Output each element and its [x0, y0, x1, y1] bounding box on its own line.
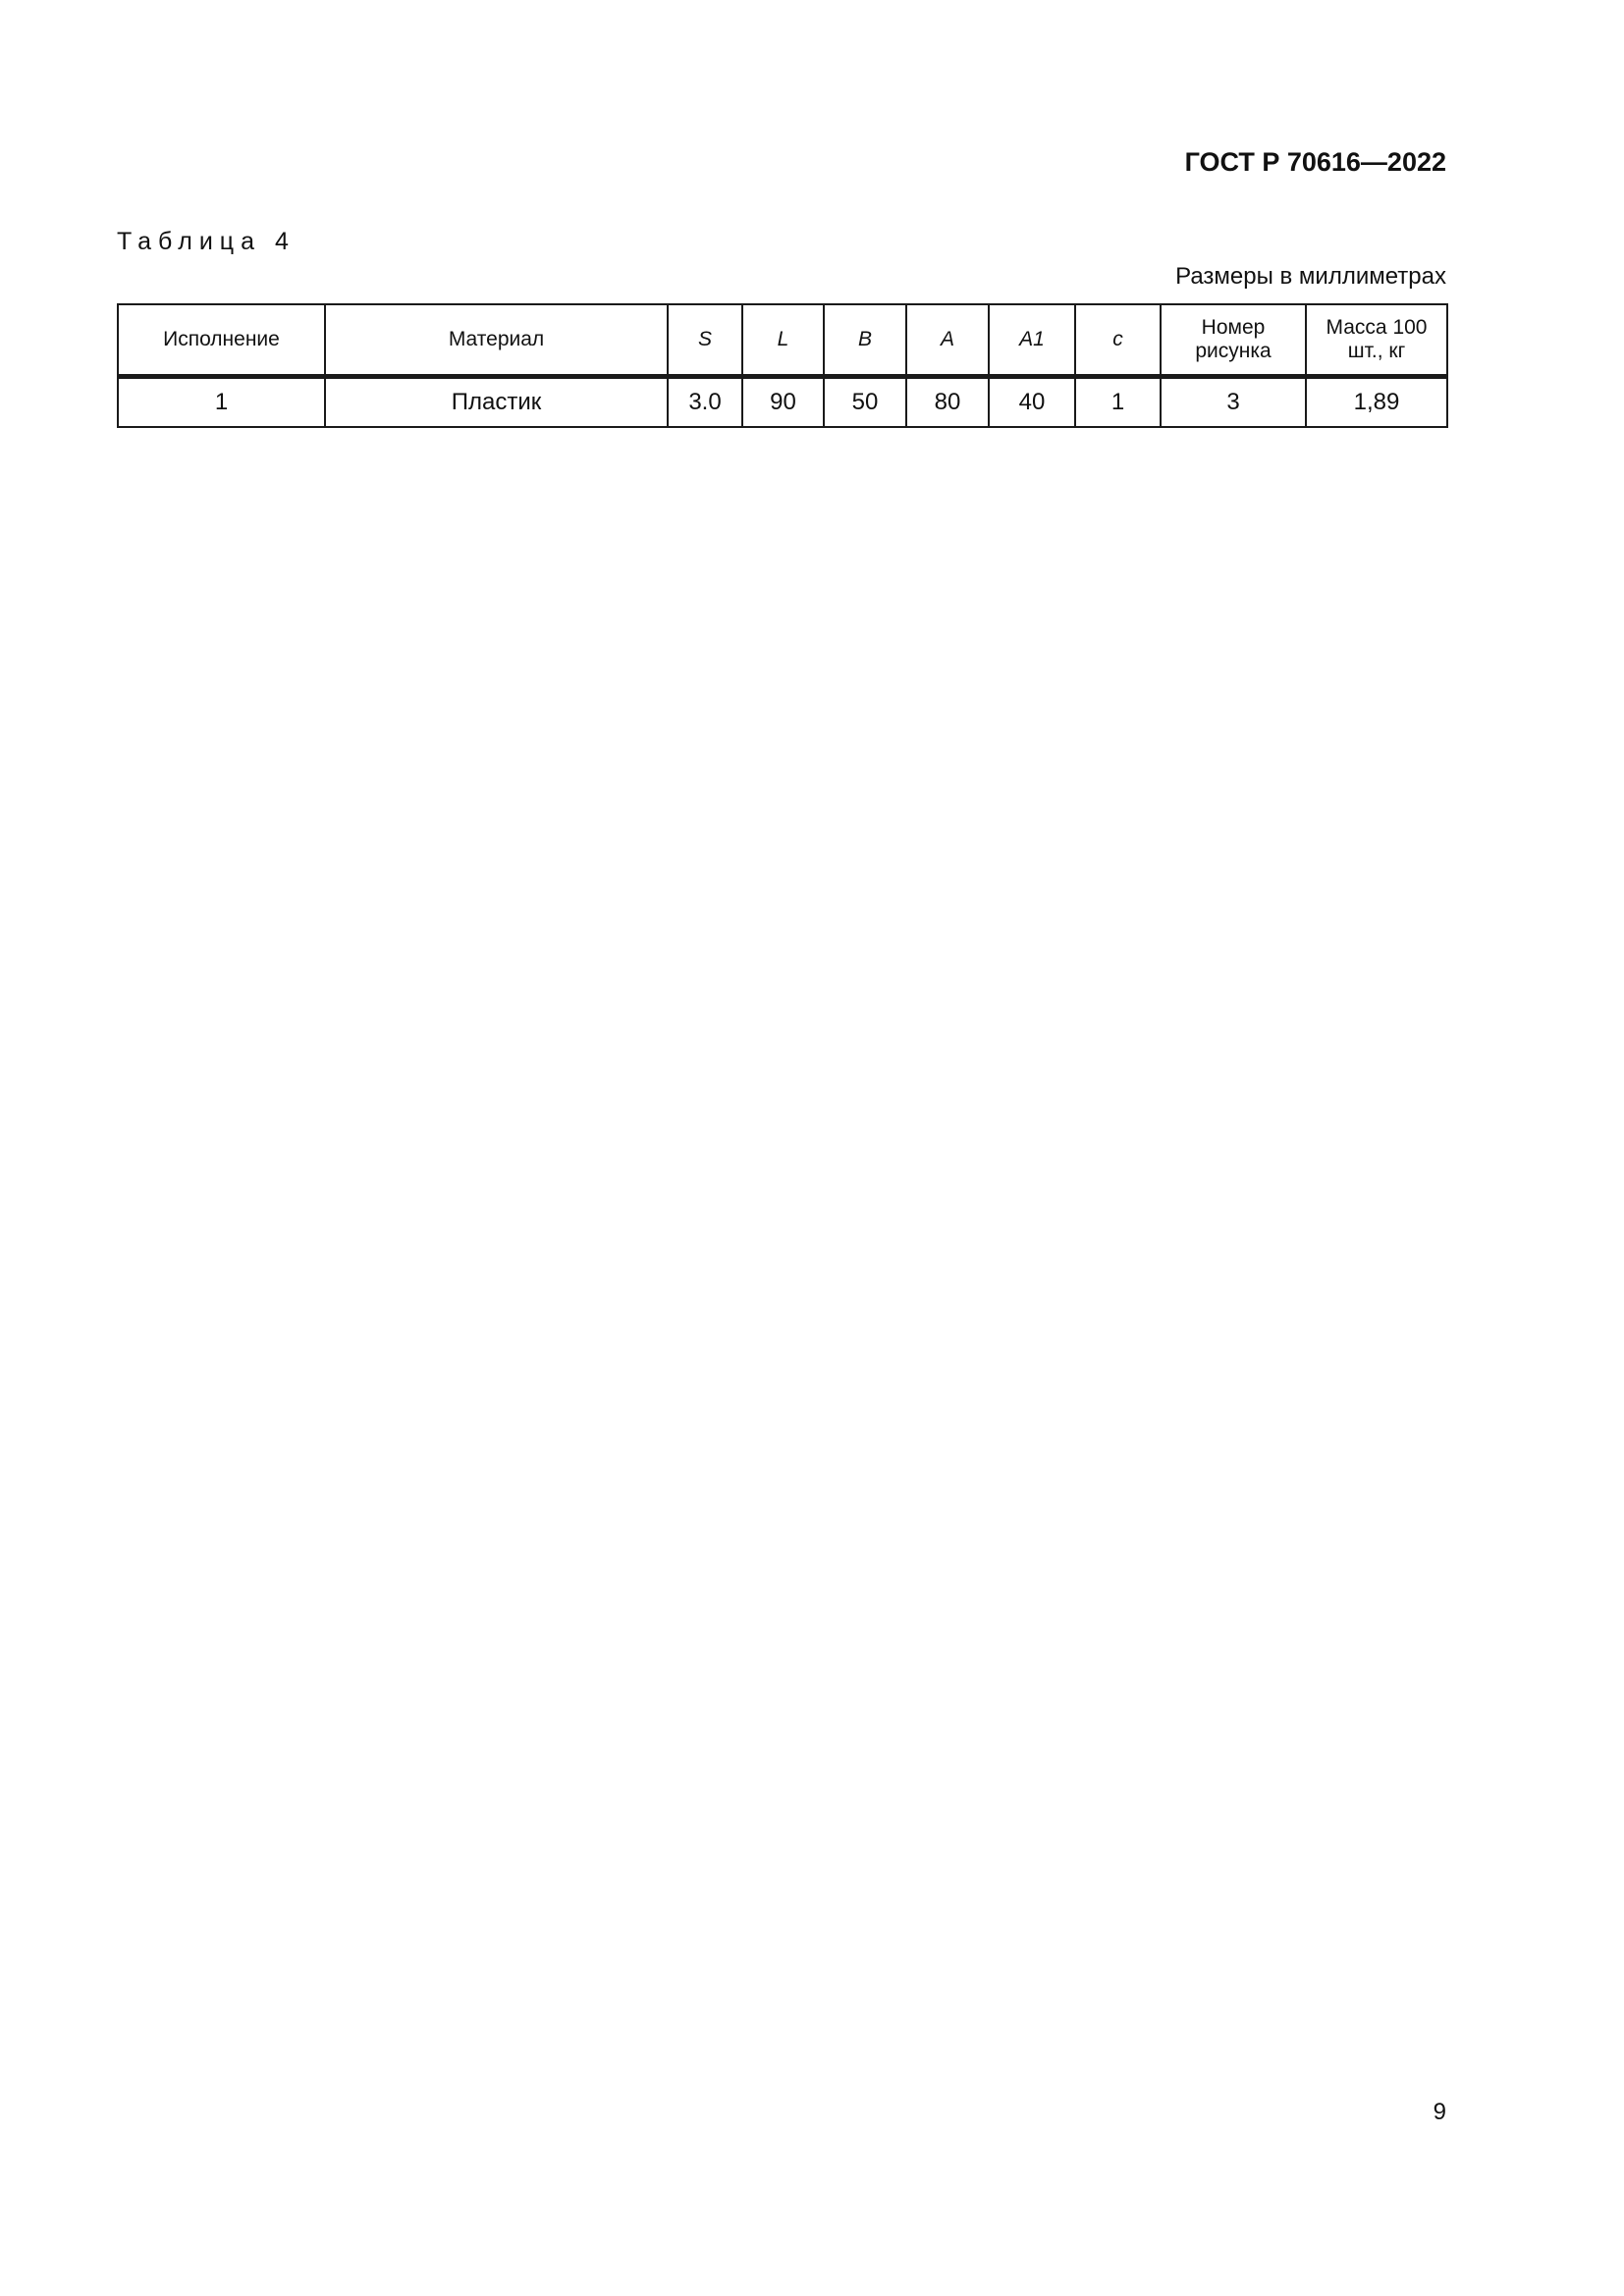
- figure-number-cell: 3: [1161, 377, 1306, 428]
- header-mass: Масса 100 шт., кг: [1306, 304, 1447, 377]
- units-note: Размеры в миллиметрах: [1175, 263, 1446, 290]
- variant-cell: 1: [118, 377, 325, 428]
- material-cell: Пластик: [325, 377, 668, 428]
- table-caption: Таблица 4: [117, 228, 296, 255]
- a1-cell: 40: [989, 377, 1075, 428]
- header-l: L: [742, 304, 824, 377]
- a-cell: 80: [906, 377, 989, 428]
- s-cell: 3.0: [668, 377, 742, 428]
- document-code: ГОСТ Р 70616—2022: [1184, 147, 1446, 177]
- header-figure-number: Номер рисунка: [1161, 304, 1306, 377]
- page-number: 9: [1433, 2099, 1446, 2125]
- header-a: A: [906, 304, 989, 377]
- header-c: c: [1075, 304, 1161, 377]
- header-variant: Исполнение: [118, 304, 325, 377]
- header-a1: A1: [989, 304, 1075, 377]
- header-s: S: [668, 304, 742, 377]
- table-row: [118, 377, 1447, 428]
- header-material: Материал: [325, 304, 668, 377]
- l-cell: 90: [742, 377, 824, 428]
- table-header-row: [118, 304, 1447, 377]
- c-cell: 1: [1075, 377, 1161, 428]
- b-cell: 50: [824, 377, 906, 428]
- header-b: B: [824, 304, 906, 377]
- table-body: [118, 377, 1447, 428]
- mass-cell: 1,89: [1306, 377, 1447, 428]
- dimensions-table: [117, 303, 1448, 428]
